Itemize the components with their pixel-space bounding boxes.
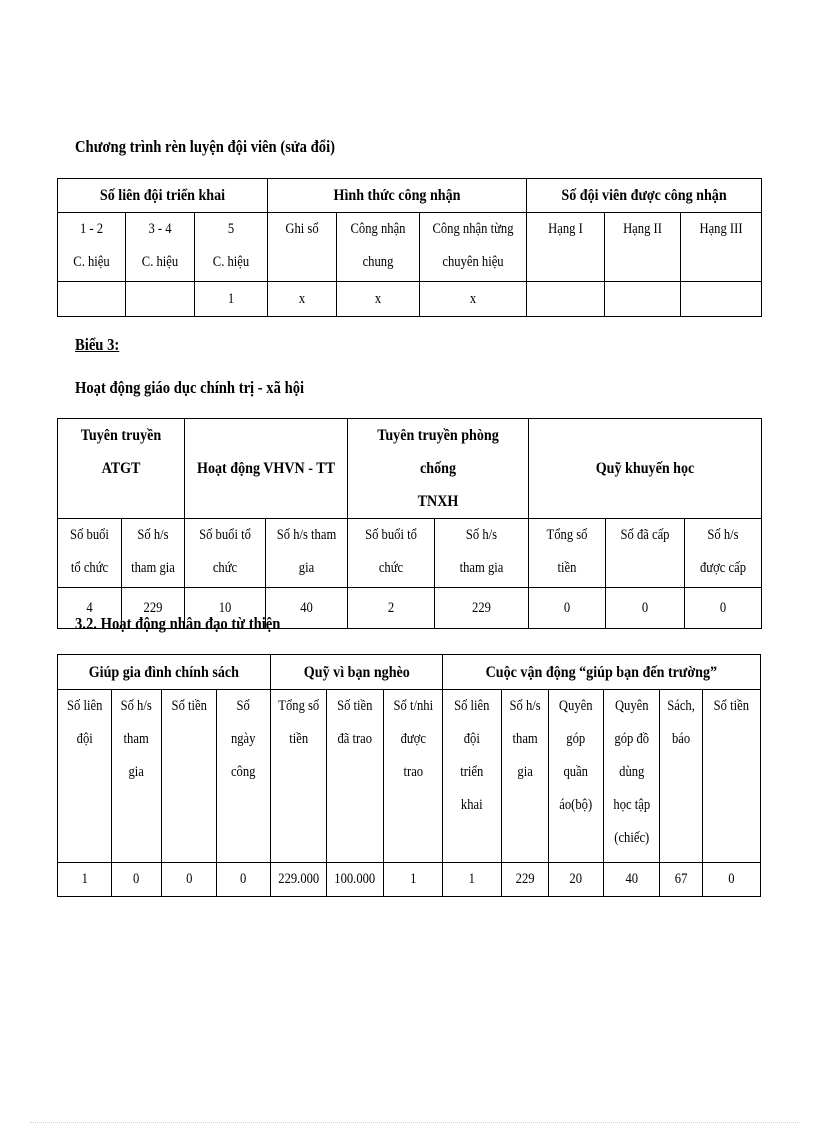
- data-cell: 0: [112, 863, 161, 897]
- program-title: Chương trình rèn luyện đội viên (sửa đổi): [75, 137, 336, 156]
- data-cell: 10: [185, 588, 266, 629]
- data-cell: 100.000: [327, 863, 384, 897]
- column-header: Hạng I: [527, 213, 605, 282]
- column-header: Số h/s tham gia: [122, 519, 185, 588]
- data-cell: 2: [348, 588, 435, 629]
- data-cell: [681, 282, 762, 317]
- group-header: Hình thức công nhận: [268, 179, 527, 213]
- column-header: Ghi sổ: [268, 213, 337, 282]
- data-cell: 1: [195, 282, 268, 317]
- data-cell: 67: [660, 863, 703, 897]
- column-header: Số liên đội: [58, 690, 112, 863]
- charity-table: [57, 654, 761, 897]
- data-cell: 0: [685, 588, 762, 629]
- column-header: Số buổi tổ chức: [348, 519, 435, 588]
- data-cell: x: [337, 282, 420, 317]
- data-cell: 1: [383, 863, 443, 897]
- column-header: Số tiền: [161, 690, 216, 863]
- group-header: Hoạt động VHVN - TT: [185, 419, 348, 519]
- data-cell: 20: [549, 863, 603, 897]
- data-cell: 4: [58, 588, 122, 629]
- data-cell: 229.000: [270, 863, 327, 897]
- column-header: Công nhận từng chuyên hiệu: [420, 213, 527, 282]
- group-header: Số đội viên được công nhận: [527, 179, 762, 213]
- data-cell: 40: [266, 588, 348, 629]
- column-header: Số liên đội triển khai: [443, 690, 502, 863]
- data-cell: [527, 282, 605, 317]
- column-header: Số ngày công: [217, 690, 270, 863]
- data-cell: 1: [443, 863, 502, 897]
- column-header: Số tiền đã trao: [327, 690, 384, 863]
- column-header: Số h/s tham gia: [435, 519, 529, 588]
- recognition-table: [57, 178, 762, 317]
- group-header: Cuộc vận động “giúp bạn đến trường”: [443, 655, 761, 690]
- section-label: Biểu 3:: [75, 335, 120, 354]
- column-header: Tổng số tiền: [529, 519, 606, 588]
- data-cell: 229: [435, 588, 529, 629]
- column-header: Số h/s tham gia: [112, 690, 161, 863]
- data-cell: x: [268, 282, 337, 317]
- data-cell: 1: [58, 863, 112, 897]
- charity-title: 3.2. Hoạt động nhân đạo từ thiện: [75, 614, 281, 633]
- column-header: Sách, báo: [660, 690, 703, 863]
- group-header: Số liên đội triển khai: [58, 179, 268, 213]
- data-cell: 40: [603, 863, 660, 897]
- data-cell: 229: [501, 863, 548, 897]
- column-header: 1 - 2 C. hiệu: [58, 213, 126, 282]
- column-header: Số đã cấp: [606, 519, 685, 588]
- group-header: Quỹ vì bạn nghèo: [270, 655, 443, 690]
- data-cell: 0: [529, 588, 606, 629]
- column-header: 3 - 4 C. hiệu: [126, 213, 195, 282]
- data-cell: 229: [122, 588, 185, 629]
- column-header: Số h/s tham gia: [501, 690, 548, 863]
- column-header: Số h/s được cấp: [685, 519, 762, 588]
- data-cell: 0: [161, 863, 216, 897]
- column-header: Hạng III: [681, 213, 762, 282]
- group-header: Tuyên truyền phòng chống TNXH: [348, 419, 529, 519]
- group-header: Tuyên truyền ATGT: [58, 419, 185, 519]
- column-header: Hạng II: [605, 213, 681, 282]
- data-cell: 0: [217, 863, 270, 897]
- education-title: Hoạt động giáo dục chính trị - xã hội: [75, 378, 305, 397]
- column-header: Số buổi tổ chức: [185, 519, 266, 588]
- column-header: 5 C. hiệu: [195, 213, 268, 282]
- column-header: Số h/s tham gia: [266, 519, 348, 588]
- group-header: Quỹ khuyến học: [529, 419, 762, 519]
- column-header: Quyên góp quần áo(bộ): [549, 690, 603, 863]
- data-cell: [58, 282, 126, 317]
- column-header: Quyên góp đồ dùng học tập (chiếc): [603, 690, 660, 863]
- column-header: Số buổi tổ chức: [58, 519, 122, 588]
- column-header: Tổng số tiền: [270, 690, 327, 863]
- data-cell: 0: [703, 863, 761, 897]
- education-table: [57, 418, 762, 629]
- data-cell: [126, 282, 195, 317]
- column-header: Công nhận chung: [337, 213, 420, 282]
- group-header: Giúp gia đình chính sách: [58, 655, 271, 690]
- data-cell: 0: [606, 588, 685, 629]
- data-cell: [605, 282, 681, 317]
- column-header: Số t/nhi được trao: [383, 690, 443, 863]
- column-header: Số tiền: [703, 690, 761, 863]
- data-cell: x: [420, 282, 527, 317]
